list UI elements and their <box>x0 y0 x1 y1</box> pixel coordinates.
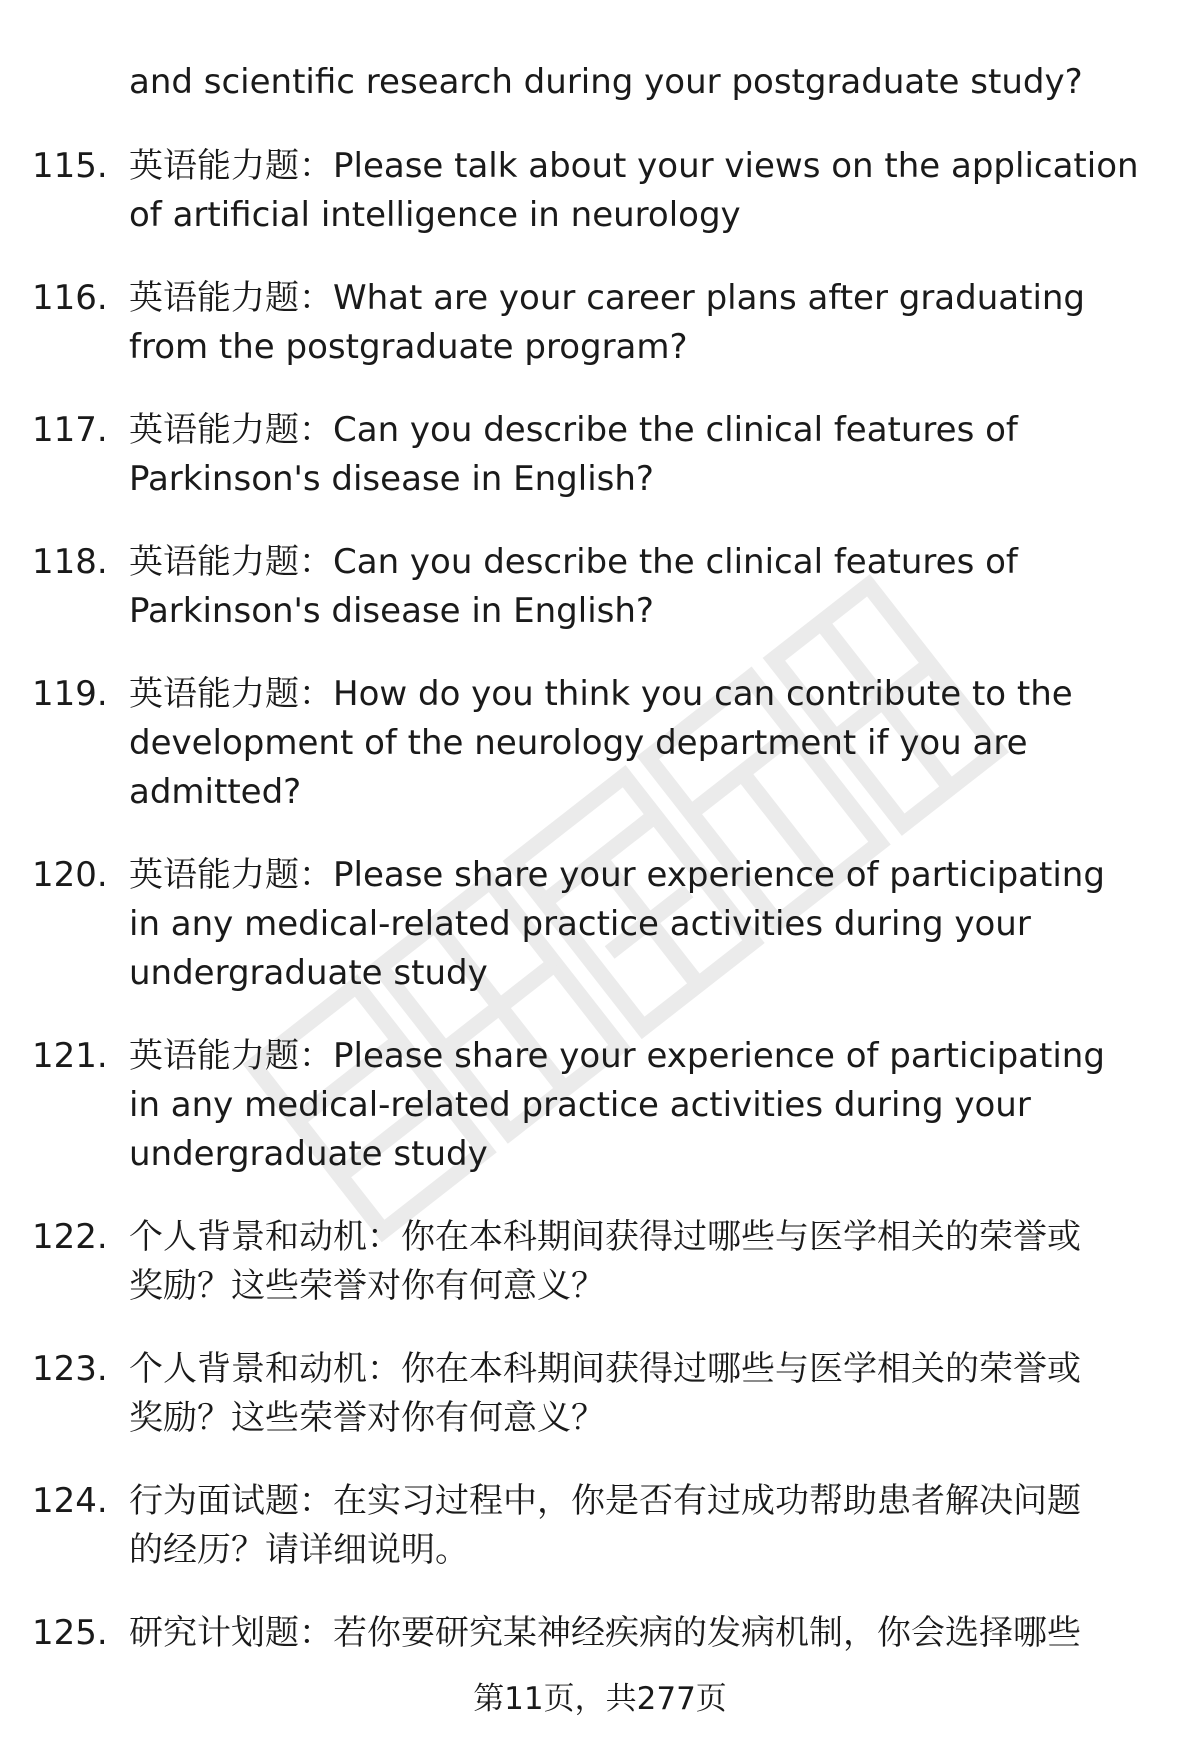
question-item <box>0 1609 1200 1658</box>
question-item <box>0 406 1200 504</box>
question-number: 125. <box>32 1613 108 1653</box>
question-item <box>0 1213 1200 1311</box>
question-line: admitted? <box>129 772 302 812</box>
question-item <box>0 1477 1200 1575</box>
question-number: 116. <box>32 278 108 318</box>
question-text <box>129 142 1179 240</box>
question-line: 英语能力题：Can you describe the clinical features of <box>129 542 1018 582</box>
question-item <box>0 1032 1200 1179</box>
question-item <box>0 670 1200 817</box>
question-number: 117. <box>32 410 108 450</box>
question-line: 英语能力题：Please share your experience of participating <box>129 1036 1105 1076</box>
question-number: 120. <box>32 855 108 895</box>
question-item <box>0 142 1200 240</box>
question-number: 121. <box>32 1036 108 1076</box>
question-line: in any medical-related practice activities during your <box>129 904 1031 944</box>
question-line: from the postgraduate program? <box>129 327 688 367</box>
question-item <box>0 274 1200 372</box>
page-footer: 第11页，共277页 <box>473 1681 727 1717</box>
question-line: 奖励？这些荣誉对你有何意义？ <box>129 1398 605 1438</box>
question-line: 英语能力题：Can you describe the clinical features of <box>129 410 1018 450</box>
question-text <box>129 851 1179 998</box>
question-line: 个人背景和动机：你在本科期间获得过哪些与医学相关的荣誉或 <box>129 1217 1081 1257</box>
question-line: undergraduate study <box>129 1134 488 1174</box>
question-line: 研究计划题：若你要研究某神经疾病的发病机制，你会选择哪些 <box>129 1613 1081 1653</box>
question-number: 124. <box>32 1481 108 1521</box>
question-list <box>0 142 1200 1692</box>
question-item <box>0 1345 1200 1443</box>
question-line: in any medical-related practice activities during your <box>129 1085 1031 1125</box>
question-line: 行为面试题：在实习过程中，你是否有过成功帮助患者解决问题 <box>129 1481 1081 1521</box>
continuation-line: and scientific research during your postgraduate study? <box>129 62 1083 102</box>
question-line: 英语能力题：Please share your experience of participating <box>129 855 1105 895</box>
question-number: 119. <box>32 674 108 714</box>
question-text <box>129 670 1179 817</box>
question-line: 英语能力题：What are your career plans after graduating <box>129 278 1086 318</box>
question-text <box>129 1609 1179 1658</box>
question-line: 英语能力题：How do you think you can contribute to the <box>129 674 1073 714</box>
question-text <box>129 406 1179 504</box>
question-text <box>129 1477 1179 1575</box>
question-text <box>129 1032 1179 1179</box>
question-line: of artificial intelligence in neurology <box>129 195 741 235</box>
question-number: 122. <box>32 1217 108 1257</box>
question-line: 个人背景和动机：你在本科期间获得过哪些与医学相关的荣誉或 <box>129 1349 1081 1389</box>
question-line: 英语能力题：Please talk about your views on the application <box>129 146 1139 186</box>
question-line: 的经历？请详细说明。 <box>129 1530 469 1570</box>
question-line: Parkinson's disease in English? <box>129 459 654 499</box>
question-line: Parkinson's disease in English? <box>129 591 654 631</box>
question-text <box>129 1345 1179 1443</box>
question-number: 118. <box>32 542 108 582</box>
question-text <box>129 1213 1179 1311</box>
question-number: 115. <box>32 146 108 186</box>
question-item <box>0 851 1200 998</box>
question-line: 奖励？这些荣誉对你有何意义？ <box>129 1266 605 1306</box>
question-item <box>0 538 1200 636</box>
question-text <box>129 538 1179 636</box>
question-line: undergraduate study <box>129 953 488 993</box>
question-number: 123. <box>32 1349 108 1389</box>
question-line: development of the neurology department if you are <box>129 723 1028 763</box>
question-text <box>129 274 1179 372</box>
